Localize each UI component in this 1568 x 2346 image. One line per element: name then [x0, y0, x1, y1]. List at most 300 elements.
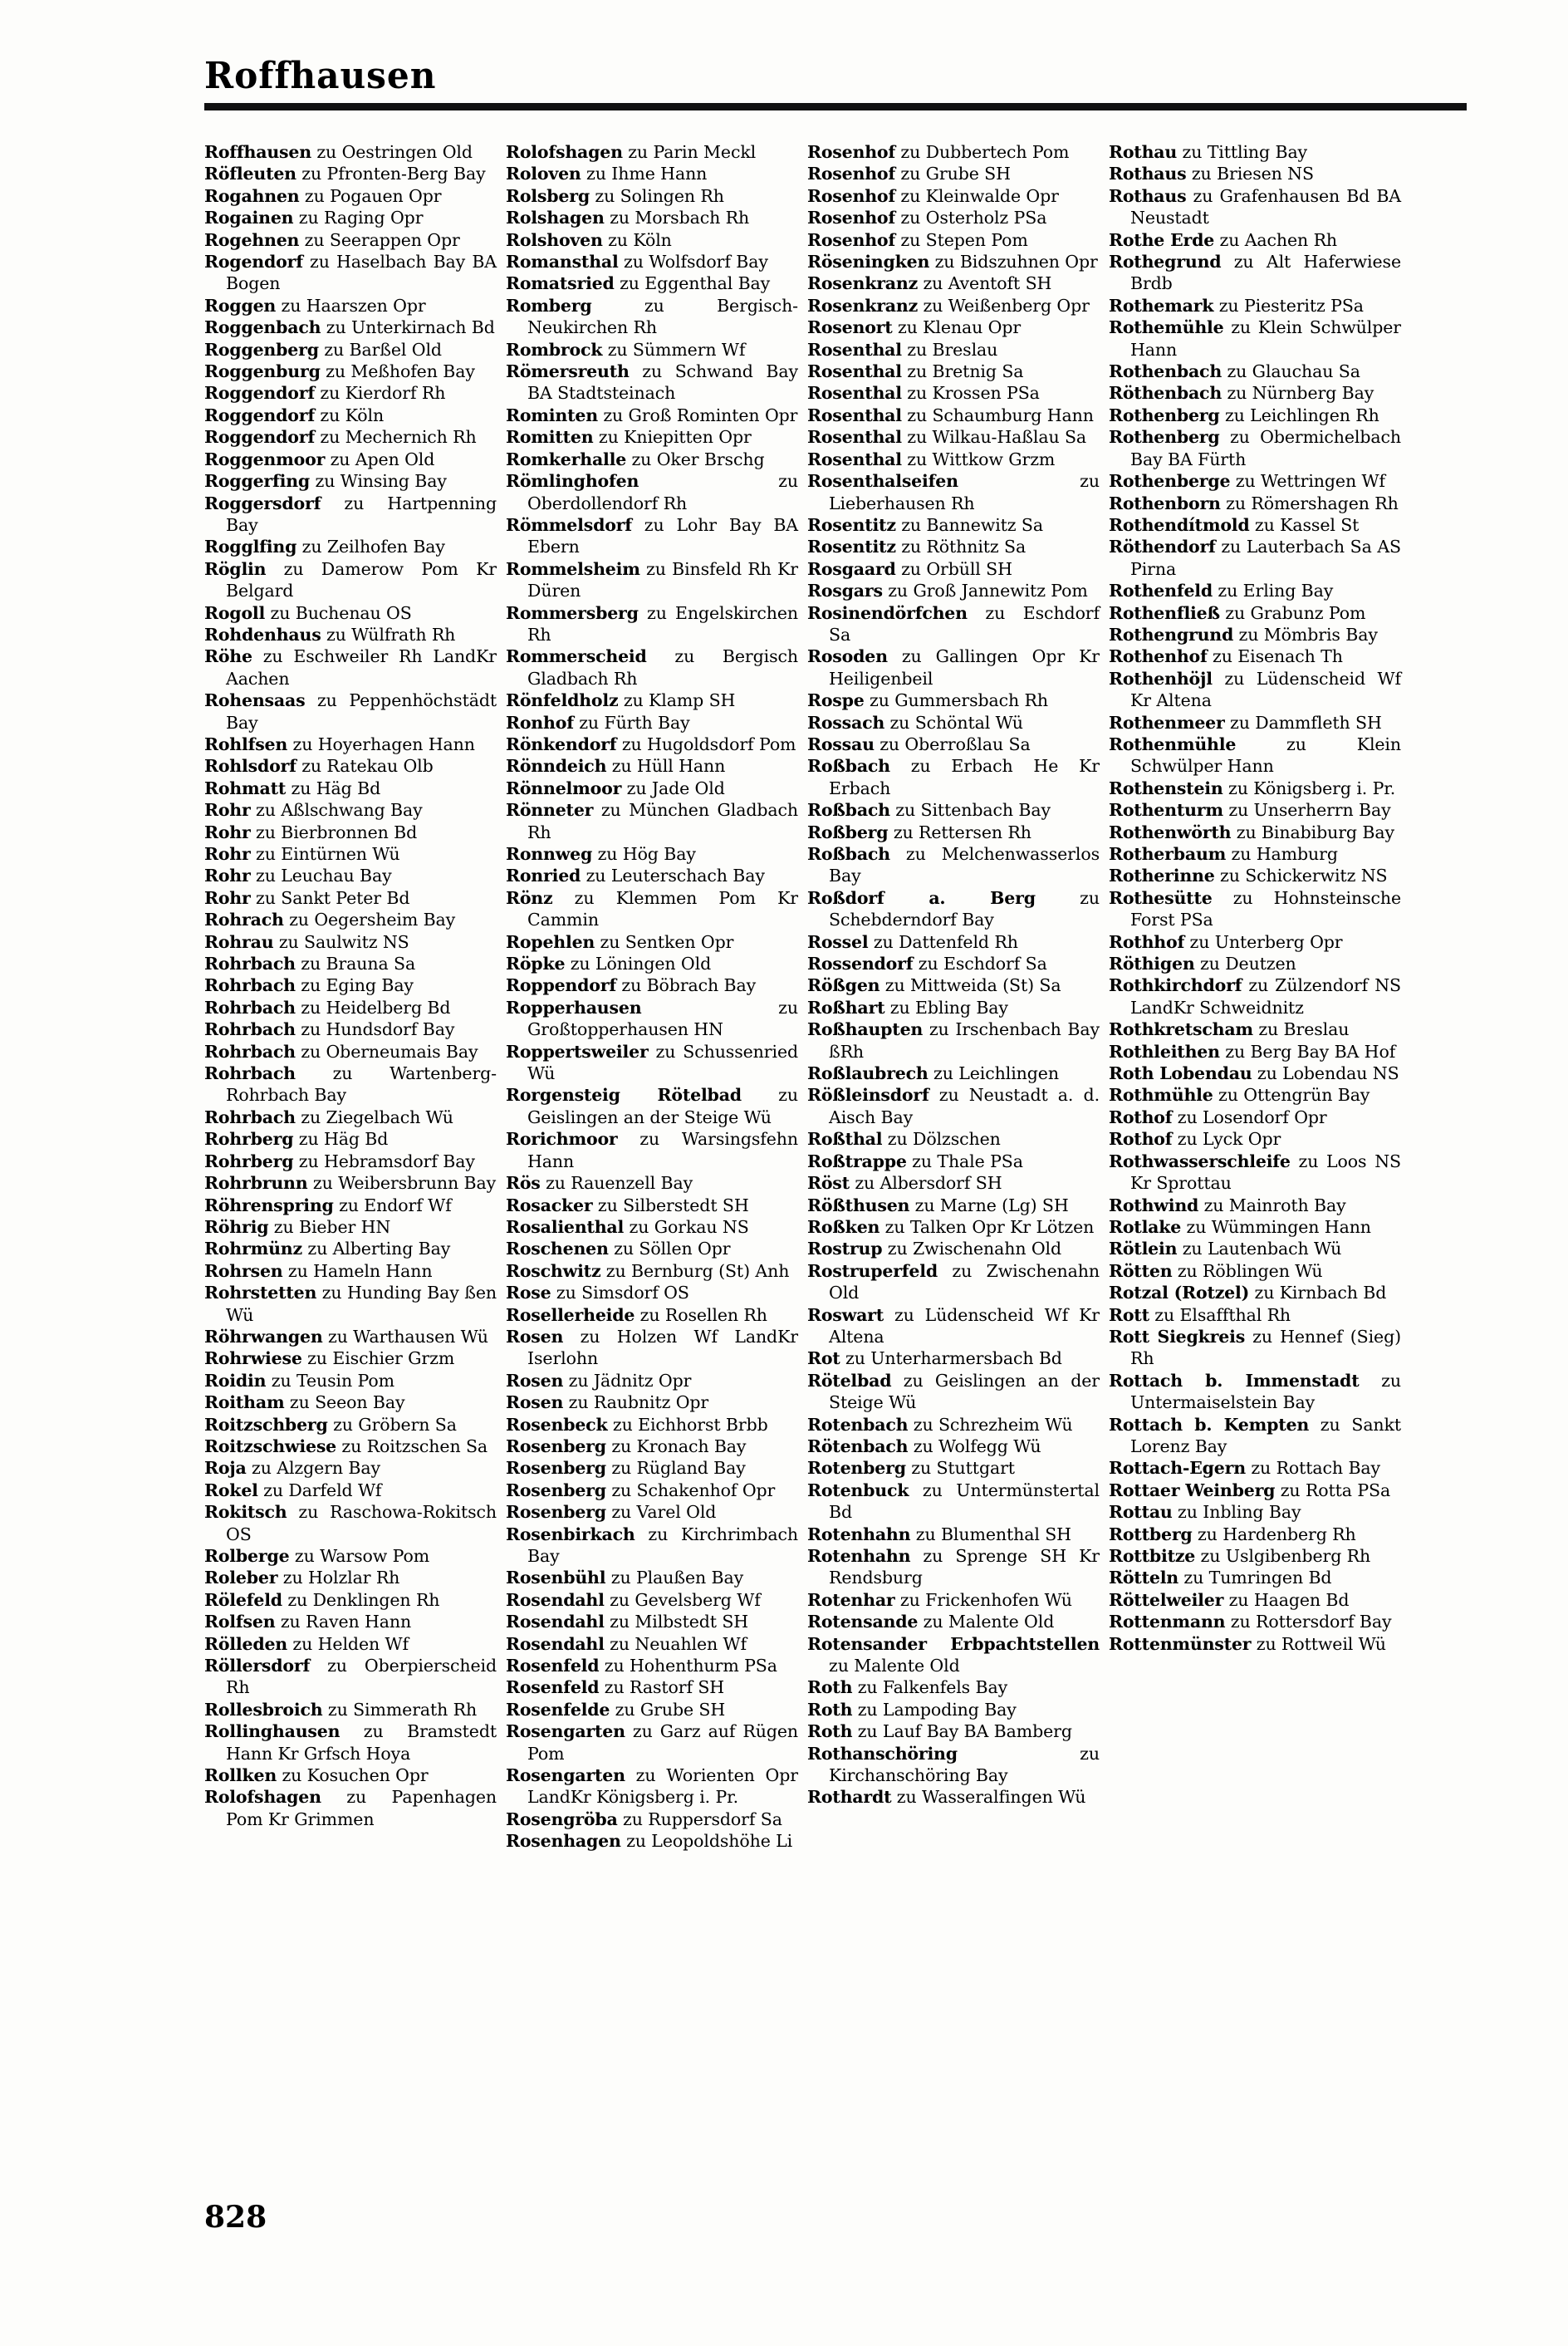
- entry-reference: zu Bidszuhnen Opr: [929, 252, 1098, 272]
- entry-reference: zu Bannewitz Sa: [895, 514, 1043, 535]
- gazetteer-entry: [807, 251, 1100, 272]
- gazetteer-entry: [807, 1414, 1100, 1436]
- entry-reference: zu Denklingen Rh: [282, 1589, 440, 1610]
- gazetteer-entry: [204, 1216, 497, 1238]
- entry-headword: Roppendorf: [506, 975, 616, 996]
- gazetteer-entry: [1109, 141, 1401, 163]
- gazetteer-entry: [807, 361, 1100, 382]
- entry-reference: zu Wasseralfingen Wü: [891, 1787, 1086, 1808]
- entry-reference: zu Rosellen Rh: [635, 1304, 767, 1325]
- gazetteer-entry: [204, 1063, 497, 1107]
- entry-headword: Rosenbühl: [506, 1568, 606, 1588]
- gazetteer-entry: [506, 645, 798, 690]
- entry-reference: zu Häg Bd: [293, 1129, 389, 1150]
- entry-reference: zu Varel Old: [605, 1502, 717, 1523]
- entry-headword: Rotensande: [807, 1612, 919, 1632]
- entry-headword: Rosenthal: [807, 383, 902, 404]
- entry-reference: zu Lieberhausen Rh: [829, 471, 1100, 513]
- entry-headword: Rogehnen: [204, 229, 300, 250]
- entry-headword: Romitten: [506, 427, 594, 448]
- gazetteer-entry: [506, 141, 798, 163]
- gazetteer-entry: [506, 163, 798, 184]
- entry-reference: zu Oker Brschg: [626, 449, 765, 469]
- gazetteer-entry: [204, 207, 497, 228]
- gazetteer-entry: [1109, 1524, 1401, 1545]
- gazetteer-entry: [506, 734, 798, 755]
- entry-reference: zu Wolfegg Wü: [908, 1436, 1041, 1456]
- entry-headword: Rombrock: [506, 339, 603, 360]
- entry-reference: zu Hameln Hann: [282, 1260, 433, 1281]
- entry-reference: zu Peppenhöchstädt Bay: [226, 690, 497, 733]
- entry-headword: Rolshoven: [506, 229, 603, 250]
- entry-headword: Rosenberg: [506, 1502, 606, 1523]
- entry-headword: Rohrbach: [204, 1107, 296, 1127]
- entry-reference: zu Stuttgart: [905, 1458, 1015, 1479]
- entry-reference: zu Wittkow Grzm: [901, 449, 1056, 469]
- entry-headword: Rönfeldholz: [506, 690, 619, 711]
- gazetteer-entry: [807, 207, 1100, 228]
- entry-headword: Ropperhausen: [506, 997, 642, 1018]
- gazetteer-entry: [204, 1041, 497, 1063]
- entry-reference: zu Brauna Sa: [295, 954, 416, 974]
- entry-reference: zu Albersdorf SH: [849, 1173, 1002, 1194]
- entry-headword: Rothenwörth: [1109, 822, 1232, 842]
- entry-headword: Rös: [506, 1173, 541, 1194]
- entry-headword: Rohrbach: [204, 1019, 296, 1040]
- entry-headword: Rottberg: [1109, 1524, 1193, 1544]
- entry-headword: Rosgars: [807, 581, 883, 601]
- entry-headword: Rohr: [204, 800, 251, 821]
- entry-reference: zu Wettringen Wf: [1230, 471, 1385, 492]
- entry-reference: zu Talken Opr Kr Lötzen: [880, 1216, 1095, 1237]
- entry-headword: Rosenhagen: [506, 1831, 621, 1852]
- entry-reference: zu Mechernich Rh: [314, 427, 477, 448]
- gazetteer-entry: [204, 1326, 497, 1347]
- entry-headword: Rostruperfeld: [807, 1260, 938, 1281]
- gazetteer-entry: [807, 1260, 1100, 1304]
- entry-headword: Rohrberg: [204, 1151, 294, 1171]
- entry-headword: Roggendorf: [204, 383, 315, 404]
- entry-headword: Rotenbuck: [807, 1480, 909, 1500]
- entry-reference: zu Löningen Old: [565, 954, 712, 974]
- entry-reference: zu Hohnsteinsche Forst PSa: [1130, 887, 1401, 930]
- entry-headword: Rosenthal: [807, 339, 902, 360]
- gazetteer-entry: [807, 1195, 1100, 1216]
- entry-reference: zu Schakenhof Opr: [605, 1480, 776, 1500]
- gazetteer-entry: [204, 1238, 497, 1259]
- entry-reference: zu Bernburg (St) Anh: [600, 1260, 790, 1281]
- gazetteer-entry: [807, 1676, 1100, 1698]
- entry-headword: Rosenbirkach: [506, 1524, 635, 1544]
- column-2: [506, 141, 803, 1853]
- gazetteer-entry: [204, 887, 497, 909]
- gazetteer-entry: [1109, 1216, 1401, 1238]
- entry-headword: Rönndeich: [506, 756, 607, 777]
- gazetteer-entry: [1109, 1545, 1401, 1567]
- entry-headword: Rohrbach: [204, 954, 296, 974]
- gazetteer-entry: [506, 207, 798, 228]
- entry-reference: zu Osterholz PSa: [895, 208, 1047, 228]
- entry-reference: zu Lauterbach Sa AS Pirna: [1130, 537, 1401, 579]
- entry-headword: Rohensaas: [204, 690, 306, 711]
- gazetteer-entry: [1109, 1238, 1401, 1259]
- gazetteer-entry: [1109, 1084, 1401, 1106]
- entry-reference: zu Silberstedt SH: [592, 1195, 749, 1215]
- gazetteer-entry: [1109, 668, 1401, 712]
- entry-reference: zu Gallingen Opr Kr Heiligenbeil: [829, 646, 1100, 689]
- gazetteer-entry: [204, 1436, 497, 1457]
- entry-reference: zu Wartenberg-Rohrbach Bay: [226, 1063, 497, 1106]
- entry-headword: Ronried: [506, 866, 581, 886]
- gazetteer-entry: [506, 251, 798, 272]
- entry-reference: zu Kassel St: [1249, 514, 1360, 535]
- entry-headword: Rothmühle: [1109, 1085, 1213, 1106]
- gazetteer-entry: [204, 1764, 497, 1786]
- entry-headword: Rohrbrunn: [204, 1173, 308, 1194]
- gazetteer-entry: [506, 1501, 798, 1523]
- entry-headword: Rolshagen: [506, 208, 605, 228]
- entry-headword: Romkerhalle: [506, 449, 627, 469]
- entry-headword: Rothwasserschleife: [1109, 1151, 1291, 1171]
- entry-headword: Rosenfeld: [506, 1656, 600, 1676]
- gazetteer-entry: [1109, 1457, 1401, 1479]
- entry-reference: zu Unterkirnach Bd: [321, 317, 495, 338]
- entry-reference: zu Schussenried Wü: [527, 1041, 798, 1084]
- entry-reference: zu Königsberg i. Pr.: [1223, 778, 1396, 798]
- gazetteer-entry: [506, 1655, 798, 1676]
- entry-headword: Rosentitz: [807, 514, 896, 535]
- entry-reference: zu Holzen Wf LandKr Iserlohn: [527, 1326, 798, 1369]
- entry-reference: zu Malente Old: [918, 1612, 1055, 1632]
- entry-reference: zu Worienten Opr LandKr Königsberg i. Pr.: [527, 1765, 798, 1808]
- entry-headword: Rossendorf: [807, 954, 914, 974]
- entry-headword: Rothenberge: [1109, 471, 1231, 492]
- entry-headword: Rolberge: [204, 1546, 290, 1566]
- entry-headword: Rott Siegkreis: [1109, 1326, 1246, 1347]
- entry-reference: zu Rügland Bay: [605, 1458, 746, 1479]
- gazetteer-entry: [1109, 251, 1401, 295]
- entry-reference: zu Hoyerhagen Hann: [287, 734, 475, 754]
- entry-headword: Rothenmühle: [1109, 734, 1237, 754]
- entry-reference: zu Kirnbach Bd: [1249, 1283, 1387, 1303]
- entry-headword: Roßthal: [807, 1129, 883, 1150]
- entry-reference: zu Garz auf Rügen Pom: [527, 1721, 798, 1764]
- entry-reference: zu Simsdorf OS: [551, 1283, 689, 1303]
- entry-headword: Röhe: [204, 646, 252, 667]
- entry-reference: zu Marne (Lg) SH: [909, 1195, 1069, 1215]
- entry-headword: Rothaus: [1109, 185, 1187, 206]
- entry-reference: zu Raubnitz Opr: [563, 1392, 709, 1413]
- column-4: [1109, 141, 1406, 1853]
- gazetteer-entry: [1109, 1414, 1401, 1458]
- entry-reference: zu Elsaffthal Rh: [1149, 1304, 1291, 1325]
- entry-headword: Roidin: [204, 1370, 267, 1391]
- entry-reference: zu Böbrach Bay: [615, 975, 757, 996]
- gazetteer-entry: [506, 690, 798, 711]
- gazetteer-entry: [506, 1391, 798, 1413]
- entry-headword: Rotherinne: [1109, 866, 1215, 886]
- entry-reference: zu Kosuchen Opr: [277, 1765, 429, 1786]
- gazetteer-entry: [506, 449, 798, 470]
- entry-reference: zu Hohenthurm PSa: [599, 1656, 777, 1676]
- entry-reference: zu Warsow Pom: [289, 1546, 430, 1566]
- entry-reference: zu Plaußen Bay: [605, 1568, 744, 1588]
- entry-headword: Rößthusen: [807, 1195, 910, 1215]
- gazetteer-entry: [506, 1567, 798, 1588]
- gazetteer-entry: [506, 1611, 798, 1632]
- entry-reference: zu Falkenfels Bay: [852, 1677, 1008, 1698]
- entry-headword: Rottau: [1109, 1502, 1173, 1523]
- entry-headword: Rottbitze: [1109, 1546, 1196, 1566]
- entry-reference: zu Geislingen an der Steige Wü: [527, 1085, 798, 1127]
- entry-headword: Roßhart: [807, 997, 885, 1018]
- entry-reference: zu Bieber HN: [268, 1216, 391, 1237]
- entry-headword: Rommelsheim: [506, 558, 640, 579]
- entry-reference: zu Jade Old: [621, 778, 725, 798]
- entry-reference: zu Leuterschach Bay: [581, 866, 765, 886]
- entry-headword: Roßbach: [807, 844, 890, 864]
- entry-headword: Rommerscheid: [506, 646, 647, 667]
- entry-headword: Rosenthal: [807, 361, 902, 382]
- gazetteer-entry: [204, 974, 497, 996]
- entry-reference: zu Neuahlen Wf: [604, 1633, 747, 1654]
- entry-headword: Rohr: [204, 866, 251, 886]
- entry-headword: Rothenfeld: [1109, 581, 1213, 601]
- gazetteer-entry: [506, 931, 798, 953]
- gazetteer-entry: [204, 449, 497, 470]
- entry-headword: Rötlein: [1109, 1239, 1178, 1259]
- entry-reference: zu Söllen Opr: [608, 1239, 731, 1259]
- gazetteer-entry: [807, 843, 1100, 887]
- gazetteer-entry: [506, 1589, 798, 1611]
- entry-headword: Roggen: [204, 295, 277, 316]
- gazetteer-entry: [506, 1457, 798, 1479]
- entry-headword: Rosenthalseifen: [807, 471, 958, 492]
- entry-headword: Rosenhof: [807, 208, 895, 228]
- gazetteer-entry: [506, 1370, 798, 1391]
- entry-headword: Rohrbach: [204, 1063, 296, 1084]
- entry-reference: zu Zülzendorf NS LandKr Schweidnitz: [1130, 975, 1401, 1018]
- entry-reference: zu Lüdenscheid Wf Kr Altena: [829, 1304, 1100, 1347]
- gazetteer-entry: [807, 1480, 1100, 1524]
- gazetteer-entry: [204, 602, 497, 624]
- entry-headword: Roggenbach: [204, 317, 321, 338]
- gazetteer-entry: [506, 229, 798, 251]
- entry-headword: Rosenort: [807, 317, 893, 338]
- gazetteer-entry: [807, 163, 1100, 184]
- gazetteer-entry: [204, 1480, 497, 1501]
- entry-reference: zu Bergisch-Neukirchen Rh: [527, 295, 798, 338]
- entry-reference: zu Schickerwitz NS: [1214, 866, 1388, 886]
- entry-headword: Rosgaard: [807, 558, 896, 579]
- gazetteer-entry: [506, 799, 798, 843]
- entry-headword: Rogoll: [204, 602, 266, 623]
- entry-headword: Rothaus: [1109, 164, 1187, 184]
- entry-headword: Romberg: [506, 295, 592, 316]
- gazetteer-entry: [506, 361, 798, 405]
- entry-headword: Rohrmünz: [204, 1239, 302, 1259]
- gazetteer-entry: [204, 163, 497, 184]
- gazetteer-entry: [807, 405, 1100, 426]
- gazetteer-entry: [1109, 536, 1401, 580]
- gazetteer-entry: [204, 405, 497, 426]
- gazetteer-entry: [204, 426, 497, 448]
- entry-headword: Roja: [204, 1458, 247, 1479]
- gazetteer-entry: [204, 339, 497, 361]
- entry-headword: Roitzschberg: [204, 1414, 328, 1435]
- gazetteer-entry: [204, 690, 497, 734]
- gazetteer-entry: [204, 1414, 497, 1436]
- entry-reference: zu Köln: [314, 405, 385, 425]
- gazetteer-entry: [506, 1326, 798, 1370]
- gazetteer-entry: [807, 317, 1100, 338]
- gazetteer-entry: [506, 514, 798, 558]
- entry-reference: zu Morsbach Rh: [604, 208, 750, 228]
- entry-reference: zu Blumenthal SH: [910, 1524, 1071, 1544]
- gazetteer-entry: [506, 295, 798, 339]
- entry-reference: zu Sittenbach Bay: [889, 800, 1051, 821]
- entry-headword: Rothenbach: [1109, 361, 1223, 382]
- gazetteer-entry: [204, 361, 497, 382]
- entry-reference: zu Sankt Lorenz Bay: [1130, 1414, 1401, 1456]
- column-1: [204, 141, 502, 1853]
- entry-reference: zu Zeilhofen Bay: [296, 537, 445, 557]
- gazetteer-entry: [807, 1370, 1100, 1414]
- entry-reference: zu Gevelsberg Wf: [604, 1589, 761, 1610]
- entry-reference: zu Meßhofen Bay: [320, 361, 475, 382]
- entry-reference: zu Mömbris Bay: [1233, 624, 1378, 645]
- gazetteer-entry: [807, 295, 1100, 317]
- entry-headword: Ronnweg: [506, 844, 593, 864]
- gazetteer-entry: [506, 1172, 798, 1194]
- entry-headword: Rotlake: [1109, 1216, 1182, 1237]
- entry-headword: Rohrstetten: [204, 1283, 317, 1303]
- entry-headword: Rothenberg: [1109, 427, 1220, 448]
- entry-reference: zu Haagen Bd: [1223, 1589, 1350, 1610]
- entry-headword: Rosen: [506, 1392, 564, 1413]
- gazetteer-entry: [807, 1457, 1100, 1479]
- entry-headword: Rothhof: [1109, 931, 1185, 952]
- entry-headword: Roßhaupten: [807, 1019, 924, 1040]
- entry-headword: Röhrwangen: [204, 1326, 323, 1347]
- gazetteer-entry: [204, 1128, 497, 1150]
- entry-reference: zu Ottengrün Bay: [1213, 1085, 1370, 1106]
- entry-headword: Rohlfsen: [204, 734, 288, 754]
- gazetteer-entry: [807, 1151, 1100, 1172]
- entry-reference: zu Groß Jannewitz Pom: [882, 581, 1088, 601]
- entry-reference: zu Malente Old: [829, 1656, 960, 1676]
- entry-headword: Rothenmeer: [1109, 712, 1225, 733]
- gazetteer-entry: [204, 185, 497, 207]
- gazetteer-entry: [807, 997, 1100, 1018]
- entry-headword: Rotenhahn: [807, 1524, 911, 1544]
- gazetteer-entry: [1109, 602, 1401, 624]
- entry-reference: zu Leuchau Bay: [250, 866, 392, 886]
- gazetteer-entry: [1109, 1282, 1401, 1303]
- entry-reference: zu Eschweiler Rh LandKr Aachen: [226, 646, 497, 689]
- entry-headword: Rosenkranz: [807, 295, 919, 316]
- entry-headword: Rötten: [1109, 1260, 1173, 1281]
- gazetteer-entry: [807, 734, 1100, 755]
- entry-headword: Römmelsdorf: [506, 514, 632, 535]
- entry-headword: Rohrbach: [204, 975, 296, 996]
- gazetteer-entry: [506, 426, 798, 448]
- entry-reference: zu Teusin Pom: [266, 1370, 394, 1391]
- gazetteer-entry: [204, 1151, 497, 1172]
- gazetteer-entry: [807, 1786, 1100, 1808]
- gazetteer-entry: [204, 317, 497, 338]
- gazetteer-entry: [807, 1720, 1100, 1742]
- entry-reference: zu Papenhagen Pom Kr Grimmen: [226, 1787, 497, 1829]
- gazetteer-entry: [204, 229, 497, 251]
- entry-headword: Rosacker: [506, 1195, 593, 1215]
- entry-headword: Rotenbach: [807, 1414, 909, 1435]
- gazetteer-entry: [807, 1633, 1100, 1677]
- gazetteer-entry: [506, 272, 798, 294]
- entry-reference: zu Häg Bd: [286, 778, 381, 798]
- entry-reference: zu Kronach Bay: [605, 1436, 747, 1456]
- column-3: [807, 141, 1105, 1853]
- gazetteer-entry: [1109, 493, 1401, 514]
- entry-headword: Röthigen: [1109, 954, 1195, 974]
- entry-headword: Röseningken: [807, 252, 930, 272]
- entry-reference: zu Erbach He Kr Erbach: [829, 756, 1100, 798]
- entry-headword: Rothenhöjl: [1109, 668, 1213, 689]
- gazetteer-entry: [506, 339, 798, 361]
- entry-reference: zu Eichhorst Brbb: [607, 1414, 768, 1435]
- entry-reference: zu Zwischenahn Old: [882, 1239, 1062, 1259]
- gazetteer-entry: [506, 1414, 798, 1436]
- entry-headword: Rose: [506, 1283, 551, 1303]
- entry-reference: zu Klein Schwülper Hann: [1130, 734, 1401, 777]
- entry-reference: zu Oegersheim Bay: [283, 910, 456, 930]
- entry-headword: Rommersberg: [506, 602, 639, 623]
- gazetteer-entry: [1109, 1304, 1401, 1326]
- entry-headword: Rogainen: [204, 208, 294, 228]
- entry-reference: zu Milbstedt SH: [604, 1612, 749, 1632]
- gazetteer-entry: [807, 799, 1100, 821]
- gazetteer-entry: [1109, 1018, 1401, 1040]
- entry-reference: zu Erling Bay: [1213, 581, 1334, 601]
- entry-reference: zu Aßlschwang Bay: [250, 800, 423, 821]
- entry-headword: Rosentitz: [807, 537, 896, 557]
- gazetteer-entry: [204, 755, 497, 777]
- entry-reference: zu Wolfsdorf Bay: [618, 252, 768, 272]
- gazetteer-entry: [506, 185, 798, 207]
- entry-reference: zu Piesteritz PSa: [1213, 295, 1364, 316]
- entry-headword: Rönnelmoor: [506, 778, 622, 798]
- entry-reference: zu Holzlar Rh: [277, 1568, 400, 1588]
- entry-reference: zu Pogauen Opr: [299, 185, 442, 206]
- gazetteer-entry: [506, 755, 798, 777]
- entry-reference: zu Oberdollendorf Rh: [527, 471, 798, 513]
- entry-reference: zu Eschdorf Sa: [913, 954, 1047, 974]
- entry-headword: Roßlaubrech: [807, 1063, 929, 1084]
- entry-reference: zu Raschowa-Rokitsch OS: [226, 1502, 497, 1544]
- entry-reference: zu Raging Opr: [293, 208, 424, 228]
- entry-headword: Rothof: [1109, 1107, 1173, 1127]
- gazetteer-entry: [204, 295, 497, 317]
- gazetteer-entry: [1109, 1501, 1401, 1523]
- gazetteer-entry: [1109, 405, 1401, 426]
- entry-headword: Rosenthal: [807, 427, 902, 448]
- entry-reference: zu Dölzschen: [882, 1129, 1001, 1150]
- gazetteer-entry: [807, 602, 1100, 646]
- entry-reference: zu Schebderndorf Bay: [829, 887, 1100, 930]
- entry-headword: Rotenberg: [807, 1458, 906, 1479]
- gazetteer-entry: [506, 1480, 798, 1501]
- gazetteer-entry: [807, 712, 1100, 734]
